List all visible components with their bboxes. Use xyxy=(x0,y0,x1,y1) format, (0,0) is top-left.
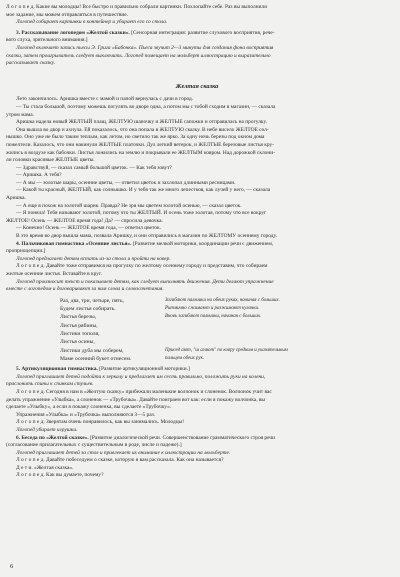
section-3-heading: 3. Рассказывание логопедом «Желтой сказки». [Сенсорная интеграция: развитие слухового восприятия, рече- xyxy=(16,29,275,36)
section-6-note: Логопед приглашает детей за стол и привлекает их внимание к иллюстрации на мольберте. xyxy=(16,449,231,456)
story-line: нышко. Оно уже не было таким теплым, как летом, но светило так же ярко. За одну ночь березы под окном дома xyxy=(6,134,265,141)
movement-line xyxy=(165,338,380,346)
movement-line: пальцем обеих рук. xyxy=(165,355,205,361)
section-5-heading: 5. Артикуляционная гимнастика. [Развитие артикуляционной моторики.] xyxy=(16,366,190,373)
story-line: — Ты стала большой, поэтому можешь погулять во дворе одна, а потом мы с тобой сходим в магазин, — сказала xyxy=(16,103,276,110)
poem-line: Листья осины, xyxy=(60,339,95,346)
movement-line: Присед ают, "ш агают" по ковру средним и указательным xyxy=(165,347,288,353)
movement-line: Ритмично сжимают и разжимают кулачки. xyxy=(165,306,260,312)
story-line: Лето закончилось. Аришка вместе с мамой и папой вернулась с дачи в город. xyxy=(16,96,194,103)
story-line: — Здравствуй, — сказал самый большой цветок. — Как тебя зовут? xyxy=(16,164,172,171)
story-line: утром мама. xyxy=(6,111,35,118)
story-line: жились в воздухе как бабочки. Листья ложились на землю и покрывали ее ЖЕЛТЫМ ковром. Над дорожкой склони- xyxy=(6,149,275,156)
section-4-heading-cont: проприоцепции.] xyxy=(6,248,46,255)
finger-gymnastics-poem xyxy=(60,297,388,363)
story-line: — Аришка. А тебя? xyxy=(16,172,62,179)
section-3-note-end: рассказывает сказку. xyxy=(6,60,56,67)
poem-line: Листья рябины, xyxy=(60,322,98,329)
section-6-children: Д е т и. «Желтая сказка». xyxy=(16,464,74,471)
section-5-note: Логопед приглашает детей подойти к зеркалу и предлагает им сесть правильно, положить руки на колени, xyxy=(16,373,266,380)
poem-line: Листики тополя, xyxy=(60,330,100,337)
movement-line xyxy=(165,330,380,338)
section-4-note2: Логопед произносит текст и показывает детям, как следует выполнять движения. Дети делают упражнение xyxy=(16,278,274,285)
story-line: Аришка надела новый ЖЕЛТЫЙ плащ, ЖЕЛТУЮ шапочку и ЖЕЛТЫЕ сапожки и отправилась на прогулку. xyxy=(16,119,267,126)
section-6-heading: 6. Беседа по «Желтой сказке». [Развитие диалогической речи. Совершенствование грамматического строя речи xyxy=(16,434,275,441)
section-3-heading-cont: вого слуха, зрительного внимания.] xyxy=(6,37,88,44)
section-6-speech2: Л о г о п е д. Как вы думаете, почему? xyxy=(16,472,104,479)
speech-logoped-cont: мое задание, мы можем отправляться в путешествие. xyxy=(6,11,129,18)
movement-line xyxy=(165,322,380,330)
poem-movements xyxy=(165,297,380,363)
story-line: — А мы — золотые шары, осенние цветы, — ответил цветок и захлопал длинными ресницами. xyxy=(16,179,236,186)
story-line: Она вышла во двор и ахнула. Ей показалось, что она попала в ЖЕЛТУЮ сказку. В небе висело ЖЕЛТОЕ сол- xyxy=(16,126,269,133)
section-5-note-cont: прислонить спины к спинкам стульев. xyxy=(6,381,94,388)
section-4-speech: Л о г о п е д. Давайте тоже отправимся на прогулку по желтому осеннему городу и представим, что собираем xyxy=(16,263,268,270)
section-3-note: Логопед включает запись пьесы Э. Грига «Бабочка». Пьеса звучит 2—3 минуты для создания фона восприятия xyxy=(16,44,274,51)
section-5-speech2: Л о г о п е д. Зверятам очень понравилось, как вы занимались. Молодцы! xyxy=(16,419,185,426)
story-line: ЖЕЛТОЕ! Осень — ЖЕЛТОЕ время года! Да? — спросила девочка. xyxy=(6,217,163,224)
section-4-note: Логопед предлагает детям встать из-за стола и пройти на ковер. xyxy=(16,255,171,262)
story-line: — А еще я похож на золотой шарик. Правда? Не зря мы цветем золотой осенью, — сказал цветок. xyxy=(16,202,242,209)
section-5-speech-cont: делать упражнение «Улыбка», а слоненок — «Трубочка». Давайте поиграем вот как: если я покажу волчонка, вы xyxy=(6,396,266,403)
section-3-note-cont: сказки, затем проигрыватель следует выключить. Логопед помещает на мольберт иллюстрацию и выразительно xyxy=(6,52,271,59)
story-line: ли головки красивые ЖЕЛТЫЕ цветы. xyxy=(6,157,95,164)
speech-logoped: Л о г о п е д. Какие вы молодцы! Все быстро и правильно собрали картинки. Похлопайте себе. Раз вы выполнили xyxy=(6,4,268,10)
section-4-heading: 4. Пальчиковая гимнастика «Осенние листья». [Развитие мелкой моторики, координации речи с движением, xyxy=(16,240,274,247)
section-5-speech-end: сделаете «Улыбку», а если я покажу слоненка, вы сделаете «Трубочку». xyxy=(6,404,172,411)
section-6-speech: Л о г о п е д. Давайте побеседуем о сказке, которую я вам рассказала. Как она называется? xyxy=(16,457,224,464)
poem-line: Маме осенний букет отнесем. xyxy=(60,355,132,362)
page-number: 6 xyxy=(10,563,14,571)
section-5-note2: Логопед убирает игрушки. xyxy=(16,426,78,433)
poem-line: Раз, два, три, четыре, пять, xyxy=(60,297,124,304)
movement-line: Вновь загибают пальчики, начиная с больших. xyxy=(165,314,262,320)
story-line: — Я поняла! Тебя называют золотой, потому что ты ЖЕЛТЫЙ. И осень тоже золотая, потому что все вокруг xyxy=(16,210,267,217)
stage-note: Логопед собирает картинки в контейнер и убирает его со стола. xyxy=(16,19,168,26)
section-4-speech-cont: желтые осенние листья. Вставайте в круг. xyxy=(6,271,102,277)
poem-line: Будем листья собирать. xyxy=(60,306,116,313)
story-line: — Конечно! Осень — ЖЕЛТОЕ время года, — ответил цветок. xyxy=(16,225,161,232)
story-line: пожелтели. Казалось, что они накинули ЖЕЛТЫЕ платочки. Дул легкий ветерок, и ЖЕЛТЫЕ березовые листья кру- xyxy=(6,141,274,148)
section-5-speech: Л о г о п е д. Сегодня в нам в «Желтую сказку» прибежали маленькие волчонок и слоненок. Волчонок учит вас xyxy=(16,388,272,395)
story-line: В это время во двор вышла мама, позвала Аришку, и они отправились в магазин по ЖЕЛТОМУ осеннему городу. xyxy=(16,233,278,240)
story-line: Аришка. xyxy=(6,195,26,202)
poem-line: Листья березы, xyxy=(60,314,97,321)
poem-verses xyxy=(60,297,165,363)
movement-line: Загибают пальчики на обеих руках, начиная с больших. xyxy=(165,297,280,303)
story-line: — Какой ты красный, ЖЕЛТЫЙ, как солнышко. И у тебя так же много лепестков, как лучей у него, — сказала xyxy=(16,187,271,194)
story-title: Желтая сказка xyxy=(175,82,219,90)
section-6-heading-cont: (согласование прилагательных с существительным в роде, числе и падеже).] xyxy=(6,442,182,449)
section-5-exercise: Упражнения «Улыбка» и «Трубочка» выполняются 3—5 раз. xyxy=(16,411,156,418)
section-4-note2-cont: вместе с логопедом и договаривают за ним слова и словосочетания. xyxy=(6,286,164,293)
poem-line: Листики дуба мы соберем, xyxy=(60,347,124,354)
